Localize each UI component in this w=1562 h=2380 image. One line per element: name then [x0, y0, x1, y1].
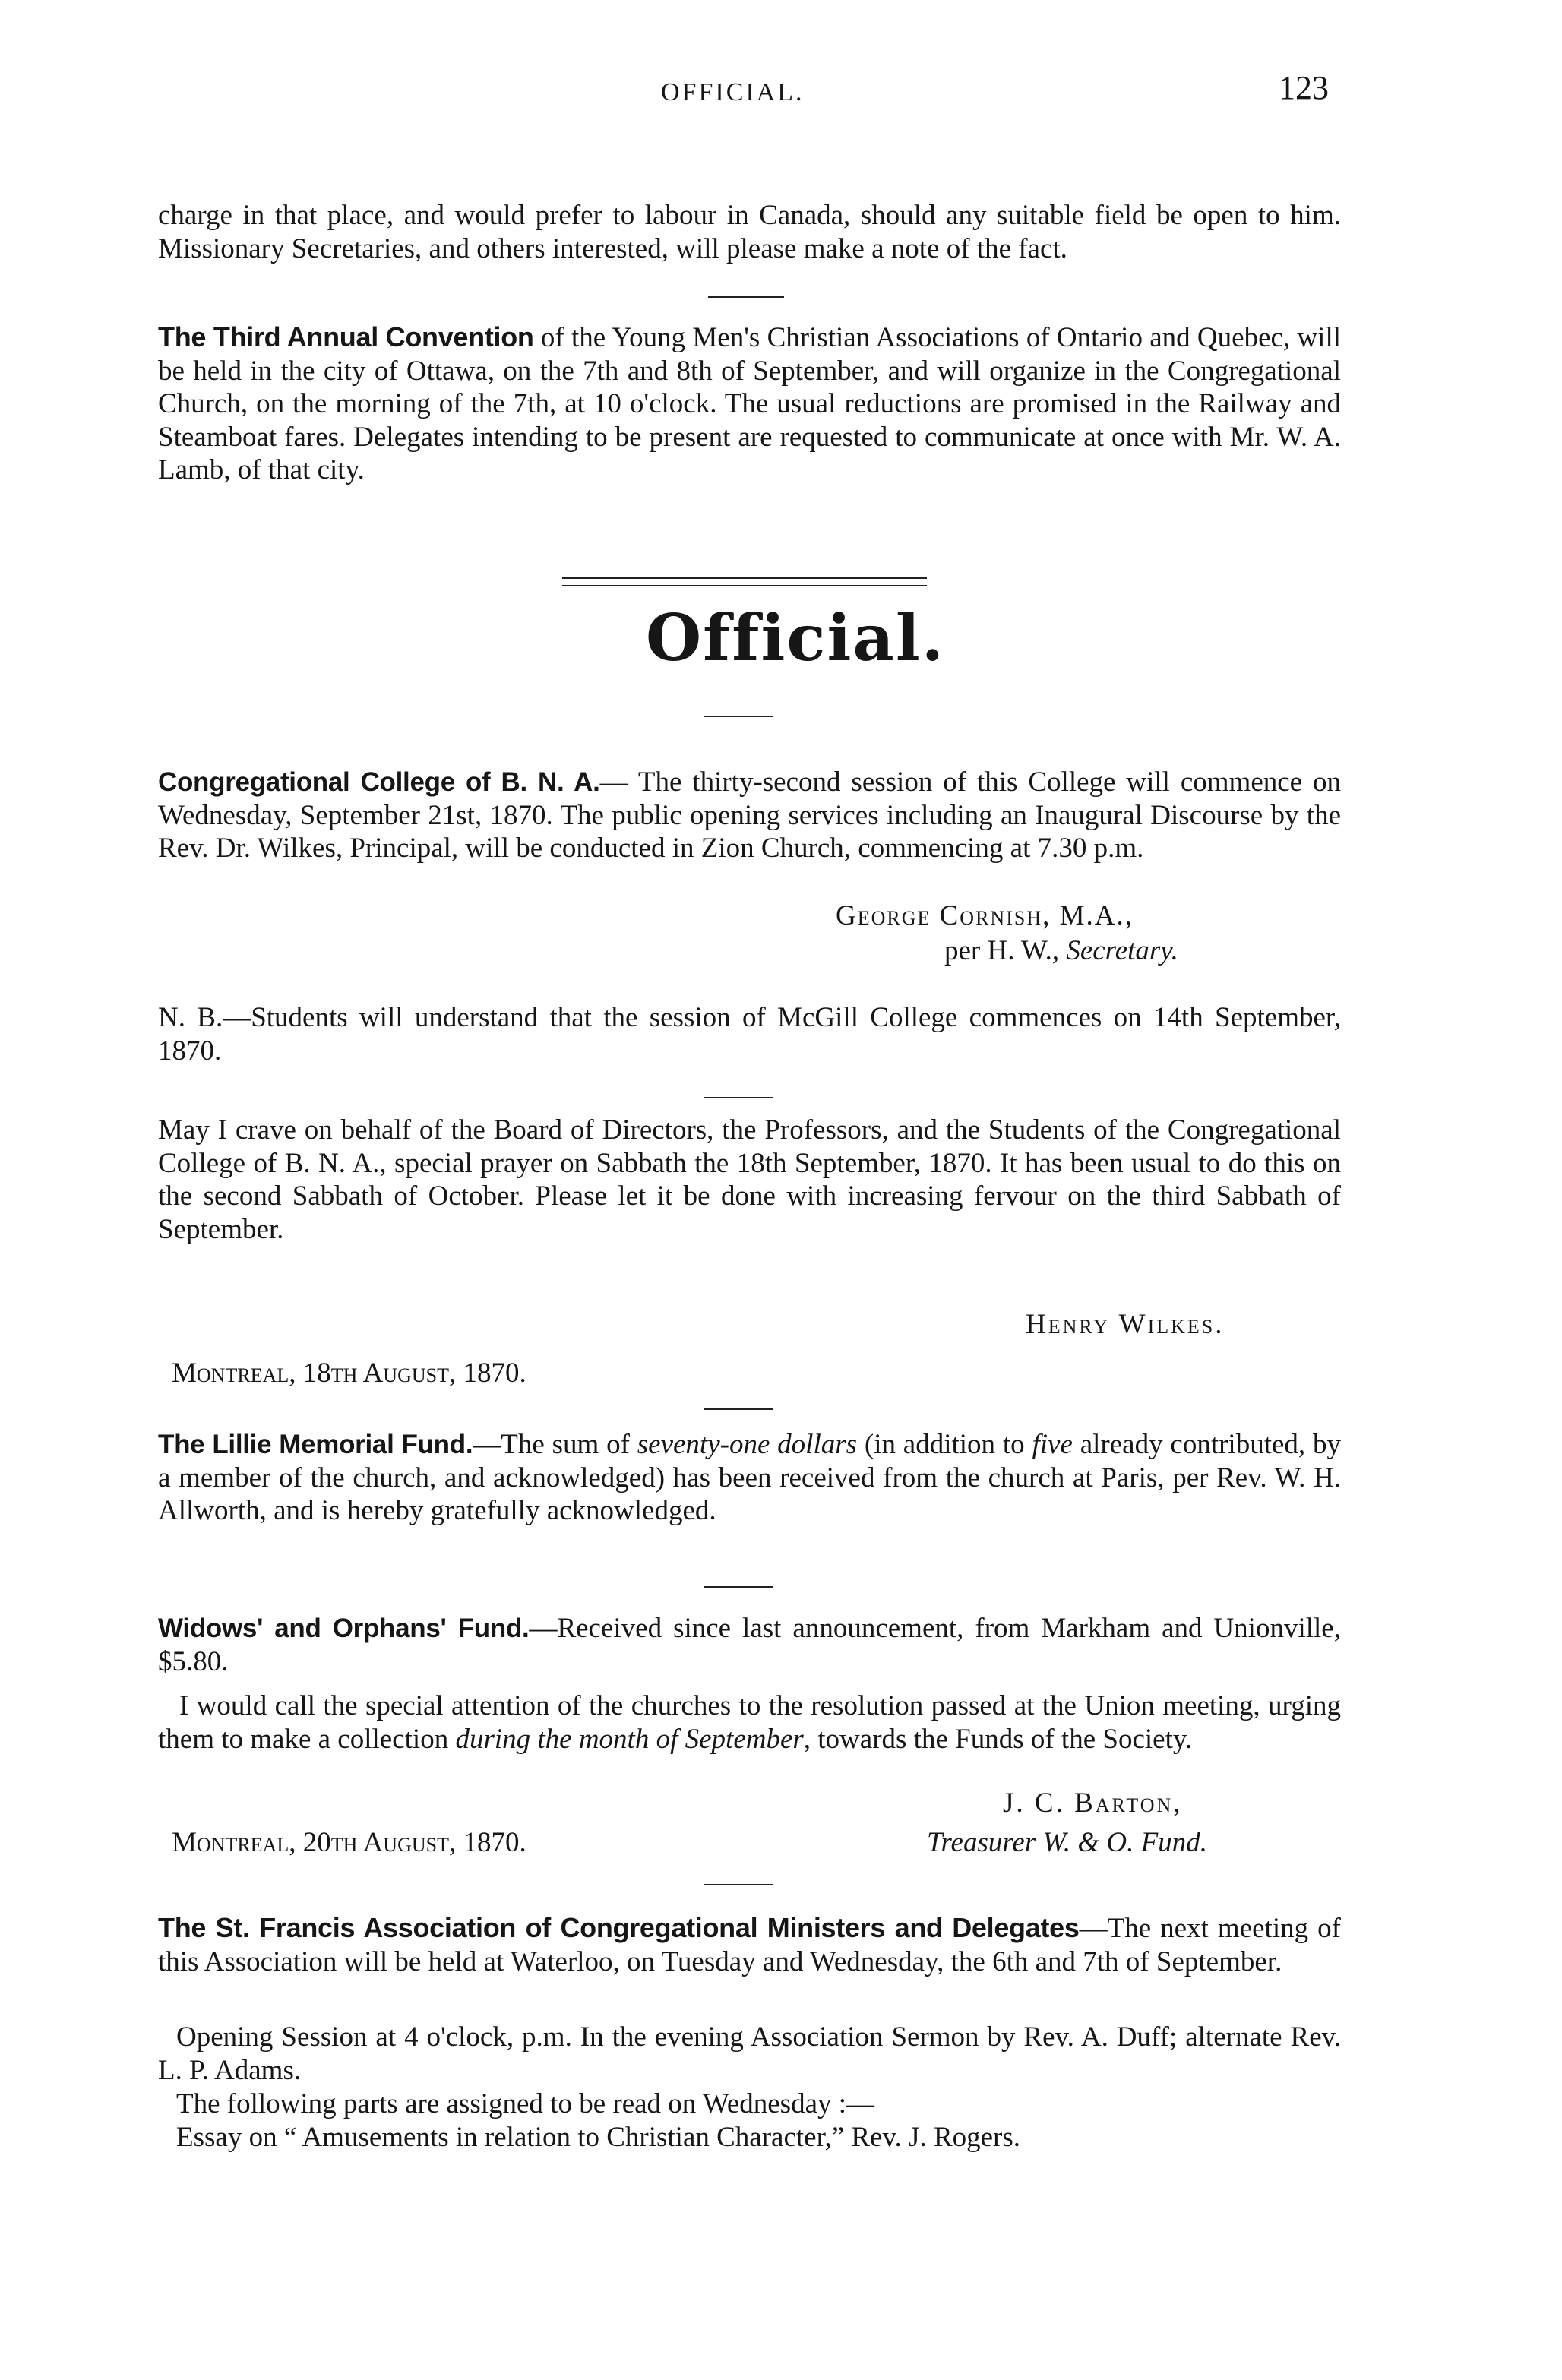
widows-fund-notice [158, 1612, 1341, 1678]
widows-appeal-text: , towards the Funds of the Society. [803, 1723, 1193, 1755]
college-text: — The thirty-second session of this College will commence on Wednesday, September 21st, 1870. The public opening services including an Inaugural Discourse by the Rev. Dr. Wilkes, Principal, will be conducted in Zion Church, commencing at 7.30 p.m. [158, 766, 1342, 864]
widows-text: —Received since last announcement, from Markham and Unionville, $5.80. [158, 1613, 1341, 1677]
stfrancis-text: —The next meeting of this Association will be held at Waterloo, on Tuesday and Wednesday, the 6th and 7th of September. [158, 1913, 1341, 1977]
college-signature-per: per H. W., [944, 935, 1067, 966]
intro-paragraph: charge in that place, and would prefer to labour in Canada, should any suitable field be open to him. Missionary Secretaries, and others interested, will please make a note of the fact. [158, 200, 1341, 264]
separator-rule [708, 296, 784, 298]
ymca-lead: The Third Annual Convention [158, 321, 534, 352]
widows-signature-name: J. C. Barton, [1003, 1787, 1183, 1819]
widows-signature-role: Treasurer W. & O. Fund. [927, 1827, 1208, 1858]
lillie-lead: The Lillie Memorial Fund. [158, 1430, 473, 1459]
stfrancis-essay: Essay on “ Amusements in relation to Christian Character,” Rev. J. Rogers. [176, 2122, 1021, 2153]
separator-rule [704, 1408, 773, 1410]
lillie-five: five [1032, 1429, 1073, 1460]
stfrancis-parts: The following parts are assigned to be read on Wednesday :— [176, 2088, 875, 2119]
widows-appeal [158, 1689, 1341, 1756]
separator-rule [704, 716, 773, 717]
widows-lead: Widows' and Orphans' Fund. [158, 1614, 530, 1643]
prayer-place-date: Montreal, 18th August, 1870. [172, 1358, 526, 1389]
ymca-convention-notice [158, 321, 1341, 487]
double-rule [562, 577, 927, 586]
college-notice [158, 766, 1341, 865]
stfrancis-session: Opening Session at 4 o'clock, p.m. In the evening Association Sermon by Rev. A. Duff; alternate Rev. L. P. Adams. [158, 2021, 1341, 2086]
stfrancis-lead: The St. Francis Association of Congregational Ministers and Delegates [158, 1912, 1080, 1943]
separator-rule [704, 1884, 773, 1885]
nb-note: N. B.—Students will understand that the session of McGill College commences on 14th September, 1870. [158, 1002, 1341, 1067]
college-signature-line [944, 934, 1178, 968]
running-header [0, 69, 1562, 114]
widows-appeal-emphasis: during the month of September [455, 1723, 804, 1755]
lillie-text: (in addition to [857, 1429, 1032, 1460]
ymca-text: of the Young Men's Christian Associations of Ontario and Quebec, will be held in the city of Ottawa, on the 7th and 8th of September, and will organize in the Congregational Church, on the morning of the 7th, at 10 o'clock. The usual reductions are promised in the Railway and Steamboat fares. Delegates intending to be present are requested to communicate at once with Mr. W. A. Lamb, of that city. [158, 322, 1342, 485]
prayer-request: May I crave on behalf of the Board of Directors, the Professors, and the Students of the Congregational College of B. N. A., special prayer on Sabbath the 18th September, 1870. It has been usual to do this on the second Sabbath of October. Please let it be done with increasing fervour on the third Sabbath of September. [158, 1114, 1341, 1245]
lillie-fund-notice [158, 1428, 1341, 1528]
lillie-amount: seventy-one dollars [637, 1429, 858, 1460]
college-signature-role: Secretary. [1066, 935, 1178, 966]
lillie-text: already contributed, by a member of the church, and acknowledged) has been received from the church at Paris, per Rev. W. H. Allworth, and is hereby gratefully acknowledged. [158, 1429, 1341, 1526]
separator-rule [704, 1586, 773, 1588]
widows-place-date: Montreal, 20th August, 1870. [172, 1827, 526, 1858]
section-heading: Official. [646, 600, 945, 675]
widows-appeal-text: I would call the special attention of the churches to the resolution passed at the Union meeting, urging them to make a collection [158, 1690, 1341, 1755]
separator-rule [704, 1097, 773, 1098]
lillie-text: —The sum of [473, 1429, 637, 1460]
college-lead: Congregational College of B. N. A. [158, 767, 600, 797]
stfrancis-notice [158, 1911, 1341, 1978]
prayer-signature: Henry Wilkes. [1026, 1309, 1225, 1340]
running-title: OFFICIAL. [661, 78, 805, 106]
page-number: 123 [1279, 69, 1329, 106]
college-signature-name: George Cornish, M.A., [836, 900, 1134, 931]
